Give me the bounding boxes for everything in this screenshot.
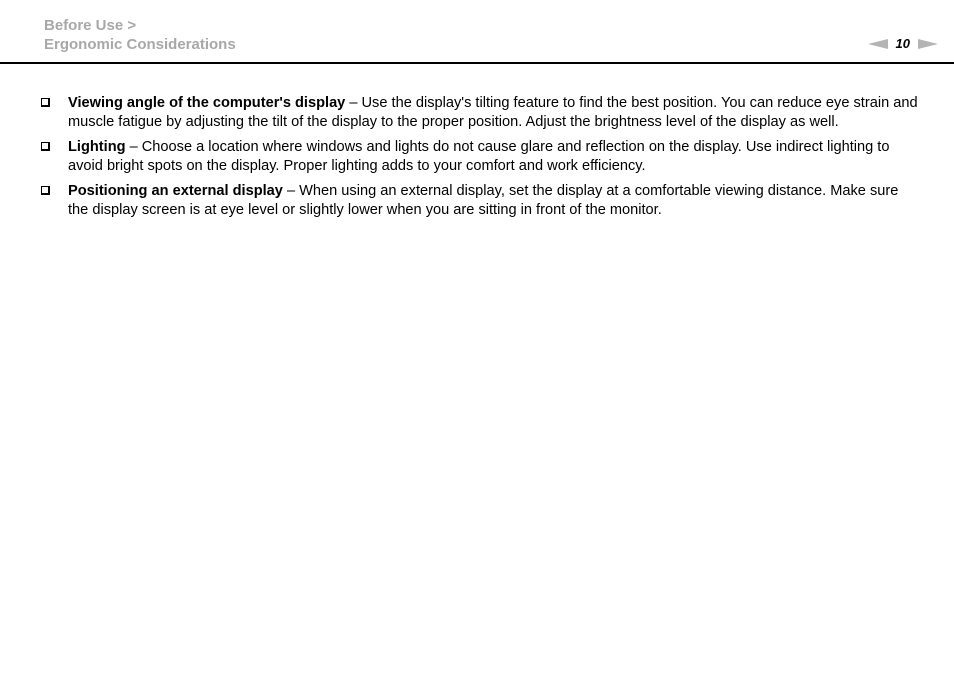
breadcrumb-current: Ergonomic Considerations xyxy=(44,36,236,53)
page-content xyxy=(40,94,918,226)
item-text: – Use the display's tilting feature to find the best position. You can reduce eye strain and muscle fatigue by adjusting the tilt of the display to the proper position. Adjust the brightness level of the display as well. xyxy=(68,95,918,130)
header-divider xyxy=(0,62,954,64)
item-text: – Choose a location where windows and lights do not cause glare and reflection on the display. Use indirect lighting to avoid bright spots on the display. Proper lighting adds to your comfort and work efficiency. xyxy=(68,139,890,174)
checkbox-bullet-icon xyxy=(41,98,50,107)
breadcrumb-parent[interactable]: Before Use > xyxy=(44,17,137,34)
item-term: Viewing angle of the computer's display xyxy=(68,95,346,111)
checkbox-bullet-icon xyxy=(41,142,50,151)
list-item-external-display xyxy=(40,182,918,220)
item-term: Lighting xyxy=(68,139,126,155)
next-page-arrow-icon[interactable] xyxy=(918,39,938,49)
item-term: Positioning an external display xyxy=(68,183,283,199)
item-text: – When using an external display, set the display at a comfortable viewing distance. Make sure the display screen is at eye level or slightly lower when you are sitting in front of the monitor. xyxy=(68,183,899,218)
page-header xyxy=(0,0,954,64)
breadcrumb xyxy=(44,16,236,54)
page-navigation xyxy=(868,36,938,52)
page-number: 10 xyxy=(895,36,910,51)
previous-page-arrow-icon[interactable] xyxy=(868,39,888,49)
list-item-lighting xyxy=(40,138,918,176)
list-item-viewing-angle xyxy=(40,94,918,132)
checkbox-bullet-icon xyxy=(41,186,50,195)
